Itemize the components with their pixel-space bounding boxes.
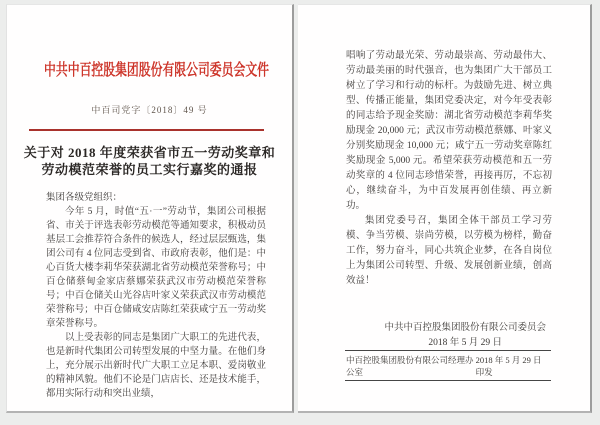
document-title <box>7 144 292 178</box>
salutation: 集团各级党组织： <box>46 193 123 203</box>
page-1 <box>6 4 294 413</box>
paragraph: 今年 5 月，时值“五·一”劳动节，集团公司根据省、市关于评选表彰劳动模范等通知要求，积极动员基层工会推荐符合条件的候选人，经过层层甄选，集团公司有 4 位同志受到省、市政府表彰，他们是：中心百货大楼李莉华荣获湖北省劳动模范荣誉称号；中百仓储蔡甸金家店蔡娜荣获武汉市劳动模范荣誉称号；中百仓储关山光谷店叶家义荣获武汉市劳动模范荣誉称号；中百仓储咸安店陈红荣获咸宁五一劳动奖章荣誉称号。 <box>46 207 266 329</box>
paragraph: 唱响了劳动最光荣、劳动最崇高、劳动最伟大、劳动最美丽的时代强音，也为集团广大干部员工树立了学习和行动的标杆。为鼓励先进、树立典型、传播正能量，集团党委决定，对今年受表彰的同志给予现金奖励：湖北省劳动模范李莉华奖励现金 20,000 元；武汉市劳动模范蔡娜、叶家义分别奖励现金 10,000 元；咸宁五一劳动奖章陈红奖励现金 5,000 元。希望荣获劳动模范和五一劳动奖章的 4 位同志珍惜荣誉，再接再厉，不忘初心，继续奋斗，为中百发展再创佳绩、再立新功。 <box>346 51 552 211</box>
signature-organization: 中共中百控股集团股份有限公司委员会 <box>384 323 546 333</box>
page-2 <box>298 4 592 413</box>
signature-inner <box>384 321 546 351</box>
paragraph: 以上受表彰的同志是集团广大职工的先进代表，也是新时代集团公司转型发展的中坚力量。在他们身上，充分展示出新时代广大职工立足本职、爱岗敬业的精神风貌。他们不论是门店店长、还是技术能手，都用实际行动和突出业绩， <box>46 333 266 399</box>
org-header: 中共中百控股集团股份有限公司委员会文件 <box>44 62 270 79</box>
page-2-body <box>346 49 552 289</box>
doc-number: 中百司党字〔2018〕49 号 <box>91 105 208 115</box>
document-title-line1: 关于对 2018 年度荣获省市五一劳动奖章和 <box>23 145 276 160</box>
signature-block <box>298 321 590 351</box>
page-1-body <box>46 191 266 401</box>
red-divider-rule <box>29 129 264 131</box>
colophon-footer <box>345 350 551 381</box>
print-date: 2018 年 5 月 29 日印发 <box>475 354 542 377</box>
issuing-office: 中百控股集团股份有限公司经理办公室 <box>346 354 474 377</box>
signature-date: 2018 年 5 月 29 日 <box>428 338 503 348</box>
document-title-line2: 劳动模范荣誉的员工实行嘉奖的通报 <box>41 162 258 177</box>
paragraph: 集团党委号召，集团全体干部员工学习劳模、争当劳模、崇尚劳模，以劳模为榜样，勤奋工作，努力奋斗，同心共筑企业梦，在各自岗位上为集团公司转型、升级、发展创新业绩，创高效益！ <box>346 216 552 286</box>
